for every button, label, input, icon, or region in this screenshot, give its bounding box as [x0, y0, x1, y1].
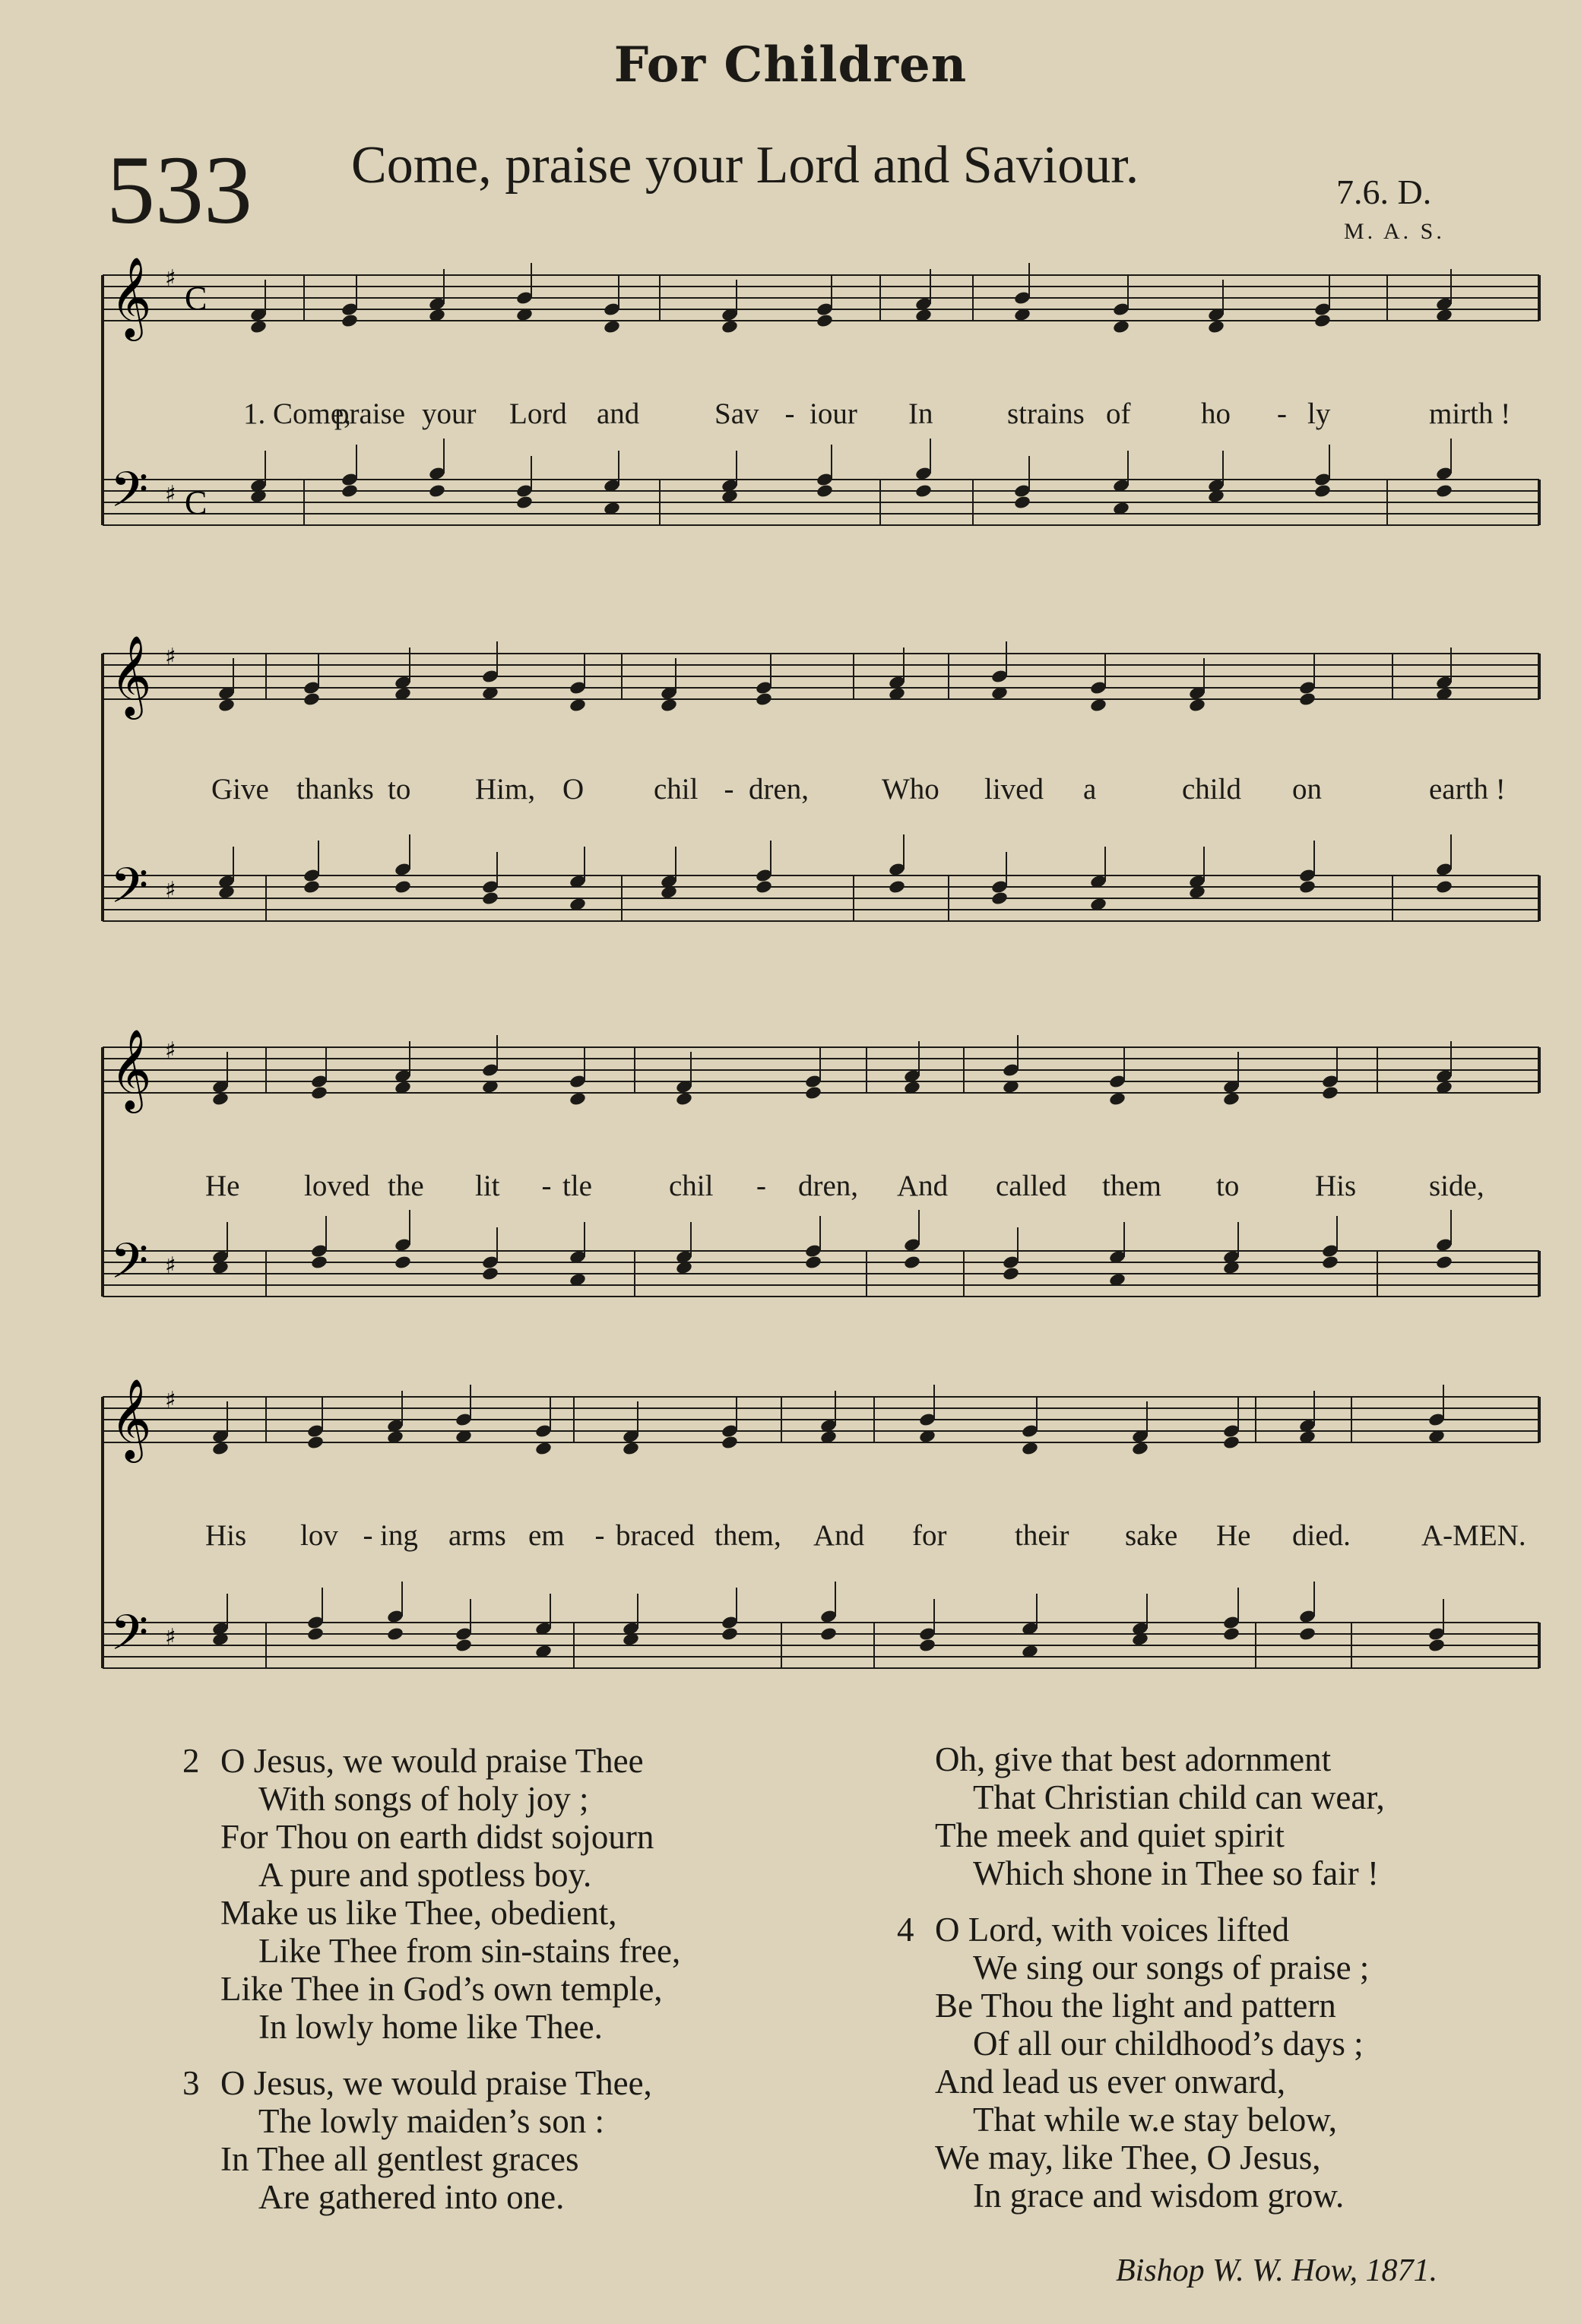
lyric-syllable: A-MEN.: [1421, 1519, 1526, 1552]
treble-note: [249, 319, 268, 334]
bass-note: [1298, 1626, 1316, 1642]
treble-note: [804, 1085, 822, 1100]
verse-line: Make us like Thee, obedient,: [220, 1894, 617, 1932]
treble-note: [721, 319, 739, 334]
treble-note: [622, 1441, 640, 1456]
bass-note: [303, 879, 321, 894]
bass-note: [1435, 1255, 1453, 1270]
bass-note: [428, 483, 446, 499]
lyric-syllable: sake: [1125, 1519, 1178, 1552]
key-sharp: ♯: [165, 644, 176, 670]
lyric-syllable: on: [1292, 773, 1322, 806]
key-sharp: ♯: [165, 1252, 176, 1279]
treble-note: [310, 1085, 328, 1100]
bass-note: [481, 891, 499, 906]
lyric-hyphen: -: [541, 1170, 552, 1202]
lyric-syllable: to: [388, 773, 411, 806]
treble-clef: 𝄞: [110, 635, 152, 716]
treble-note: [211, 1091, 230, 1107]
bass-note: [1002, 1266, 1020, 1281]
lyric-syllable: em: [528, 1519, 565, 1552]
bass-note: [804, 1255, 822, 1270]
key-sharp: ♯: [165, 1037, 176, 1064]
lyric-syllable: ing: [380, 1519, 418, 1552]
treble-note: [1298, 692, 1316, 707]
treble-note: [603, 319, 621, 334]
bass-note: [914, 483, 933, 499]
verse-line: Are gathered into one.: [258, 2178, 565, 2216]
lyric-syllable: child: [1182, 773, 1241, 806]
treble-note: [675, 1091, 693, 1107]
hymn-number: 533: [106, 136, 252, 244]
lyric-syllable: side,: [1429, 1170, 1484, 1202]
lyric-syllable: to: [1216, 1170, 1240, 1202]
treble-note: [341, 313, 359, 328]
bass-note: [455, 1638, 473, 1653]
bass-clef: 𝄢: [110, 1233, 149, 1302]
tune-attribution: M. A. S.: [1344, 219, 1445, 244]
lyric-syllable: braced: [616, 1519, 695, 1552]
treble-note: [755, 692, 773, 707]
lyric-syllable: His: [205, 1519, 247, 1552]
verse-line: With songs of holy joy ;: [258, 1780, 589, 1818]
hymn-meter: 7.6. D.: [1336, 173, 1432, 211]
verse-text: O Jesus, we would praise Thee: [220, 1742, 644, 1780]
key-sharp: ♯: [165, 1387, 176, 1414]
author-year: 1871.: [1365, 2253, 1438, 2288]
bass-note: [1298, 879, 1316, 894]
verse-text: O Lord, with voices lifted: [935, 1911, 1290, 1949]
treble-note: [721, 1435, 739, 1450]
bass-note: [515, 495, 534, 510]
verse-line: In grace and wisdom grow.: [973, 2177, 1345, 2215]
treble-note: [534, 1441, 553, 1456]
treble-note: [1108, 1091, 1126, 1107]
bass-clef: 𝄢: [110, 858, 149, 926]
lyric-syllable: them,: [714, 1519, 781, 1552]
lyric-hyphen: -: [756, 1170, 766, 1202]
bass-clef: 𝄢: [110, 1605, 149, 1673]
treble-clef: 𝄞: [110, 1028, 152, 1110]
lyric-syllable: a: [1083, 773, 1097, 806]
verse-text: Oh, give that best adornment: [935, 1740, 1332, 1778]
lyric-syllable: tle: [562, 1170, 592, 1202]
lyric-syllable: thanks: [296, 773, 374, 806]
lyric-syllable: iour: [810, 397, 857, 430]
lyric-syllable: strains: [1007, 397, 1085, 430]
lyric-syllable: dren,: [749, 773, 810, 806]
verse-line: Like Thee from sin-stains free,: [258, 1932, 681, 1970]
bass-note: [816, 483, 834, 499]
bass-note: [394, 1255, 412, 1270]
treble-note: [306, 1435, 325, 1450]
verse-line: The lowly maiden’s son :: [258, 2102, 604, 2140]
bass-clef: 𝄢: [110, 462, 149, 530]
treble-note: [816, 313, 834, 328]
lyric-syllable: Lord: [509, 397, 567, 430]
bass-note: [306, 1626, 325, 1642]
key-sharp: ♯: [165, 481, 176, 508]
lyric-syllable: for: [912, 1519, 947, 1552]
bass-note: [310, 1255, 328, 1270]
lyric-hyphen: -: [363, 1519, 373, 1552]
lyric-syllable: lived: [984, 773, 1044, 806]
lyric-syllable: lov: [300, 1519, 338, 1552]
lyric-syllable: Give: [211, 773, 269, 806]
lyric-syllable: them: [1102, 1170, 1161, 1202]
verse-line: [182, 2064, 680, 2102]
treble-note: [303, 692, 321, 707]
bass-note: [1435, 879, 1453, 894]
verses-right-column: [897, 1740, 1385, 2215]
bass-note: [1222, 1626, 1240, 1642]
lyric-syllable: Him,: [475, 773, 536, 806]
treble-note: [1112, 319, 1130, 334]
treble-note: [1313, 313, 1332, 328]
lyric-syllable: He: [1216, 1519, 1251, 1552]
treble-note: [211, 1441, 230, 1456]
key-sharp: ♯: [165, 1624, 176, 1651]
treble-note: [1222, 1091, 1240, 1107]
treble-note: [569, 698, 587, 713]
bass-note: [1313, 483, 1332, 499]
bass-note: [903, 1255, 921, 1270]
lyric-hyphen: -: [784, 397, 795, 430]
treble-note: [1021, 1441, 1039, 1456]
lyric-syllable: praise: [334, 397, 406, 430]
treble-note: [1188, 698, 1206, 713]
bass-note: [888, 879, 906, 894]
lyric-syllable: Who: [882, 773, 939, 806]
lyric-syllable: chil: [669, 1170, 714, 1202]
treble-note: [217, 698, 236, 713]
treble-note: [569, 1091, 587, 1107]
verse-number: 3: [182, 2064, 200, 2102]
key-sharp: ♯: [165, 265, 176, 292]
verse-line: [897, 1740, 1385, 1778]
lyric-syllable: And: [897, 1170, 949, 1202]
verse-line: For Thou on earth didst sojourn: [220, 1818, 654, 1856]
bass-note: [386, 1626, 404, 1642]
treble-note: [1207, 319, 1225, 334]
treble-note: [1131, 1441, 1149, 1456]
lyric-syllable: chil: [654, 773, 699, 806]
lyric-syllable: called: [996, 1170, 1067, 1202]
lyric-syllable: ho: [1201, 397, 1231, 430]
bass-note: [990, 891, 1009, 906]
treble-clef: 𝄞: [110, 256, 152, 337]
section-title: For Children: [613, 36, 968, 93]
treble-note: [660, 698, 678, 713]
bass-note: [1013, 495, 1031, 510]
lyric-syllable: lit: [475, 1170, 500, 1202]
verse-line: Like Thee in God’s own temple,: [220, 1970, 663, 2008]
lyric-syllable: their: [1015, 1519, 1069, 1552]
lyric-syllable: O: [562, 773, 585, 806]
verses-left-column: [182, 1742, 680, 2216]
bass-note: [1435, 483, 1453, 499]
hymn-title: Come, praise your Lord and Saviour.: [351, 136, 1139, 195]
verse-line: Of all our childhood’s days ;: [973, 2025, 1364, 2063]
verse-line: The meek and quiet spirit: [935, 1816, 1285, 1854]
author-name: Bishop W. W. How,: [1116, 2253, 1358, 2288]
lyric-syllable: He: [205, 1170, 240, 1202]
bass-note: [721, 1626, 739, 1642]
lyric-syllable: dren,: [798, 1170, 859, 1202]
verse-line: We may, like Thee, O Jesus,: [935, 2139, 1321, 2177]
bass-note: [1321, 1255, 1339, 1270]
lyric-syllable: His: [1315, 1170, 1357, 1202]
treble-note: [1089, 698, 1107, 713]
time-signature: C: [185, 484, 208, 521]
verse-line: [182, 1742, 680, 1780]
lyric-syllable: arms: [448, 1519, 506, 1552]
lyric-syllable: of: [1106, 397, 1131, 430]
treble-note: [1321, 1085, 1339, 1100]
lyric-syllable: earth !: [1429, 773, 1506, 806]
lyric-hyphen: -: [594, 1519, 605, 1552]
lyric-syllable: and: [597, 397, 640, 430]
treble-clef: 𝄞: [110, 1378, 152, 1459]
bass-note: [755, 879, 773, 894]
lyric-syllable: loved: [304, 1170, 370, 1202]
verse-line: We sing our songs of praise ;: [973, 1949, 1370, 1987]
lyric-hyphen: -: [1277, 397, 1287, 430]
bass-note: [918, 1638, 936, 1653]
verse-line: And lead us ever onward,: [935, 2063, 1286, 2101]
verse-line: That while w.e stay below,: [973, 2101, 1338, 2139]
verse-line: Be Thou the light and pattern: [935, 1987, 1336, 2025]
bass-note: [819, 1626, 838, 1642]
verse-line: That Christian child can wear,: [973, 1778, 1385, 1816]
verse-line: A pure and spotless boy.: [258, 1856, 592, 1894]
verse-line: Which shone in Thee so fair !: [973, 1854, 1380, 1892]
time-signature: C: [185, 280, 208, 317]
verse-number: 4: [897, 1911, 914, 1949]
lyric-syllable: the: [388, 1170, 424, 1202]
bass-note: [481, 1266, 499, 1281]
bass-note: [341, 483, 359, 499]
lyric-syllable: died.: [1292, 1519, 1351, 1552]
lyric-syllable: 1. Come,: [243, 397, 351, 430]
treble-note: [1222, 1435, 1240, 1450]
lyric-syllable: Sav: [714, 397, 759, 430]
verse-line: [897, 1911, 1385, 1949]
verse-line: In Thee all gentlest graces: [220, 2140, 579, 2178]
verse-text: O Jesus, we would praise Thee,: [220, 2064, 652, 2102]
bass-note: [1427, 1638, 1446, 1653]
lyric-syllable: In: [908, 397, 933, 430]
lyric-hyphen: -: [724, 773, 734, 806]
lyric-syllable: your: [422, 397, 477, 430]
verse-number: 2: [182, 1742, 200, 1780]
lyric-syllable: And: [813, 1519, 865, 1552]
bass-note: [394, 879, 412, 894]
lyric-syllable: ly: [1307, 397, 1331, 430]
lyric-syllable: mirth !: [1429, 397, 1511, 430]
key-sharp: ♯: [165, 877, 176, 904]
verse-line: In lowly home like Thee.: [258, 2008, 603, 2046]
author-credit: [1116, 2253, 1437, 2289]
